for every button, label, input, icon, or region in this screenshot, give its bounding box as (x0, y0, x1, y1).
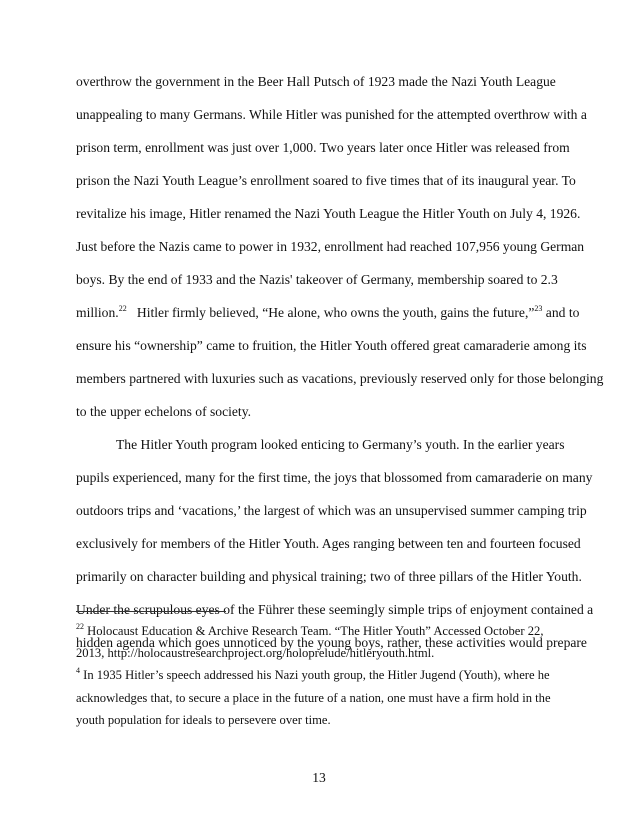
footnote-text: Holocaust Education & Archive Research Team. “The Hitler Youth” Accessed October 22, (84, 624, 544, 638)
text-line: prison term, enrollment was just over 1,000. Two years later once Hitler was released from (76, 140, 570, 155)
footnote-line: youth population for ideals to persevere over time. (76, 712, 331, 727)
text-line: ensure his “ownership” came to fruition, the Hitler Youth offered great camaraderie among its (76, 338, 587, 353)
text-fragment: million. (76, 305, 119, 320)
footnote-marker: 4 (76, 666, 80, 676)
text-fragment: Hitler firmly believed, “He alone, who owns the youth, gains the future,” (126, 305, 535, 320)
footnote-divider (76, 611, 226, 612)
footnote-line (76, 620, 576, 642)
text-line: prison the Nazi Youth League’s enrollment soared to five times that of its inaugural year. To (76, 173, 576, 188)
footnote-ref: 22 (118, 304, 127, 313)
text-line: revitalize his image, Hitler renamed the Nazi Youth League the Hitler Youth on July 4, 1926. (76, 206, 581, 221)
footnote-line: 2013, http://holocaustresearchproject.org/holoprelude/hitleryouth.html. (76, 646, 435, 661)
text-line: overthrow the government in the Beer Hall Putsch of 1923 made the Nazi Youth League (76, 74, 556, 89)
text-line: primarily on character building and physical training; two of three pillars of the Hitler Youth. (76, 569, 582, 584)
text-line: Just before the Nazis came to power in 1932, enrollment had reached 107,956 young German (76, 239, 585, 254)
paragraph-first-line: The Hitler Youth program looked enticing to Germany’s youth. In the earlier years (116, 437, 565, 452)
text-line: pupils experienced, many for the first time, the joys that blossomed from camaraderie on many (76, 470, 593, 485)
text-line (76, 296, 580, 329)
text-line: boys. By the end of 1933 and the Nazis' takeover of Germany, membership soared to 2.3 (76, 272, 558, 287)
page-number: 13 (312, 770, 326, 785)
text-line: exclusively for members of the Hitler Youth. Ages ranging between ten and fourteen focused (76, 536, 581, 551)
text-fragment: and to (542, 305, 580, 320)
text-line: Under the scrupulous eyes of the Führer these seemingly simple trips of enjoyment contained a (76, 602, 594, 617)
footnotes (76, 620, 587, 731)
text-line: outdoors trips and ‘vacations,’ the largest of which was an unsupervised summer camping trip (76, 503, 587, 518)
footnote-text: In 1935 Hitler’s speech addressed his Nazi youth group, the Hitler Jugend (Youth), where he (80, 668, 550, 683)
text-line: to the upper echelons of society. (76, 404, 252, 419)
footnote-marker: 22 (76, 622, 84, 631)
text-line: unappealing to many Germans. While Hitler was punished for the attempted overthrow with a (76, 107, 587, 122)
footnote-line: acknowledges that, to secure a place in the future of a nation, one must have a firm hold in the (76, 690, 551, 705)
footnote-line (76, 664, 576, 686)
footnote-ref: 23 (534, 304, 543, 313)
body-text (76, 65, 604, 659)
text-line: hidden agenda which goes unnoticed by the young boys, rather, these activities would prepare (76, 635, 587, 650)
text-line: members partnered with luxuries such as vacations, previously reserved only for those belonging (76, 371, 604, 386)
